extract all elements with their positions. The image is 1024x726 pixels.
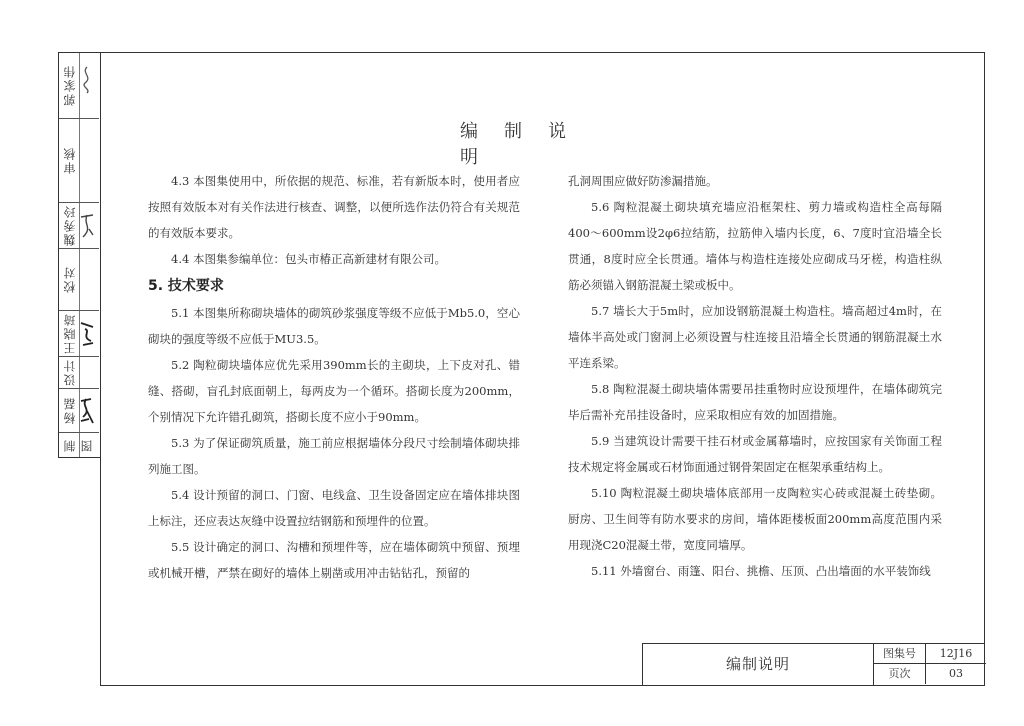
paragraph: 5.9 当建筑设计需要干挂石材或金属幕墙时，应按国家有关饰面工程技术规定将金属或石材饰面通过钢骨架固定在框架承重结构上。 [568,434,942,474]
title-block [642,643,985,686]
sidebar-label: 设计 [63,358,77,387]
signature-mark [77,65,97,95]
paragraph: 5.2 陶粒砌块墙体应优先采用390mm长的主砌块，上下皮对孔、错缝、搭砌，盲孔封底面朝上，每两皮为一个循环。搭砌长度为200mm，个别情况下允许错孔砌筑，搭砌长度不应小于90mm。 [148,358,520,424]
sidebar-row [59,249,99,311]
sidebar-label: 制图 [63,438,94,452]
paragraph: 4.3 本图集使用中，所依据的规范、标准，若有新版本时，使用者应按照有效版本对有关作法进行核查、调整，以便所选作法仍符合有关规范的有效版本要求。 [148,174,520,240]
sidebar-label: 校对 [63,265,77,294]
paragraph: 5.5 设计确定的洞口、沟槽和预埋件等，应在墙体砌筑中预留、预埋或机械开槽，严禁在砌好的墙体上剔凿或用冲击钻钻孔，预留的 [148,540,520,580]
page-number-value: 03 [949,667,963,680]
paragraph: 5.11 外墙窗台、雨篷、阳台、挑檐、压顶、凸出墙面的水平装饰线 [591,564,931,578]
title-block-grid [873,644,986,685]
signature-sidebar [58,52,100,458]
left-column [148,168,520,586]
signature-mark [77,395,97,425]
sidebar-label: 郭家伟 [63,64,77,107]
paragraph: 5.8 陶粒混凝土砌块墙体需要吊挂重物时应设预埋件，在墙体砌筑完毕后需补充吊挂设备时，应采取相应有效的加固措施。 [568,382,942,422]
drawing-name: 编制说明 [725,655,790,673]
paragraph: 4.4 本图集参编单位：包头市椿正高新建材有限公司。 [171,252,446,266]
paragraph: 5.6 陶粒混凝土砌块填充墙应沿框架柱、剪力墙或构造柱全高每隔400～600mm设2φ6拉结筋，拉筋伸入墙内长度，6、7度时宜沿墙全长贯通，8度时应全长贯通。墙体与构造柱连接处应砌成马牙槎，构造柱纵筋必须锚入钢筋混凝土梁或板中。 [568,200,942,292]
sidebar-label: 杨磊 [63,396,77,425]
sidebar-label: 审核 [63,146,77,175]
sidebar-row [59,203,99,249]
paragraph: 5.1 本图集所称砌块墙体的砌筑砂浆强度等级不应低于Mb5.0，空心砌块的强度等级不应低于MU3.5。 [148,306,520,346]
sidebar-row [59,53,99,119]
page-number-label: 页次 [874,664,926,684]
page-title: 编制说明 [460,121,592,168]
section-heading: 5. 技术要求 [148,278,224,294]
sidebar-row [59,119,99,203]
atlas-number-value: 12J16 [926,644,986,664]
sidebar-row [59,389,99,433]
paragraph: 5.4 设计预留的洞口、门窗、电线盒、卫生设备固定应在墙体排块图上标注，还应表达灰缝中设置拉结钢筋和预埋件的位置。 [148,488,520,528]
signature-mark [77,211,97,241]
sidebar-row [59,357,99,389]
sidebar-label: 王晓琦 [63,312,77,355]
paragraph: 5.3 为了保证砌筑质量，施工前应根据墙体分段尺寸绘制墙体砌块排列施工图。 [148,436,520,476]
sidebar-row [59,311,99,357]
paragraph: 5.7 墙长大于5m时，应加设钢筋混凝土构造柱。墙高超过4m时，在墙体半高处或门窗洞上必须设置与柱连接且沿墙全长贯通的钢筋混凝土水平连系梁。 [568,304,942,370]
paragraph: 5.10 陶粒混凝土砌块墙体底部用一皮陶粒实心砖或混凝土砖垫砌。厨房、卫生间等有防水要求的房间，墙体距楼板面200mm高度范围内采用现浇C20混凝土带，宽度同墙厚。 [568,486,942,552]
sidebar-row [59,433,99,457]
atlas-number-label: 图集号 [874,644,926,664]
paragraph: 孔洞周围应做好防渗漏措施。 [568,174,718,188]
right-column [568,168,942,584]
signature-mark [77,319,97,349]
sidebar-label: 魏秀玲 [63,204,77,247]
